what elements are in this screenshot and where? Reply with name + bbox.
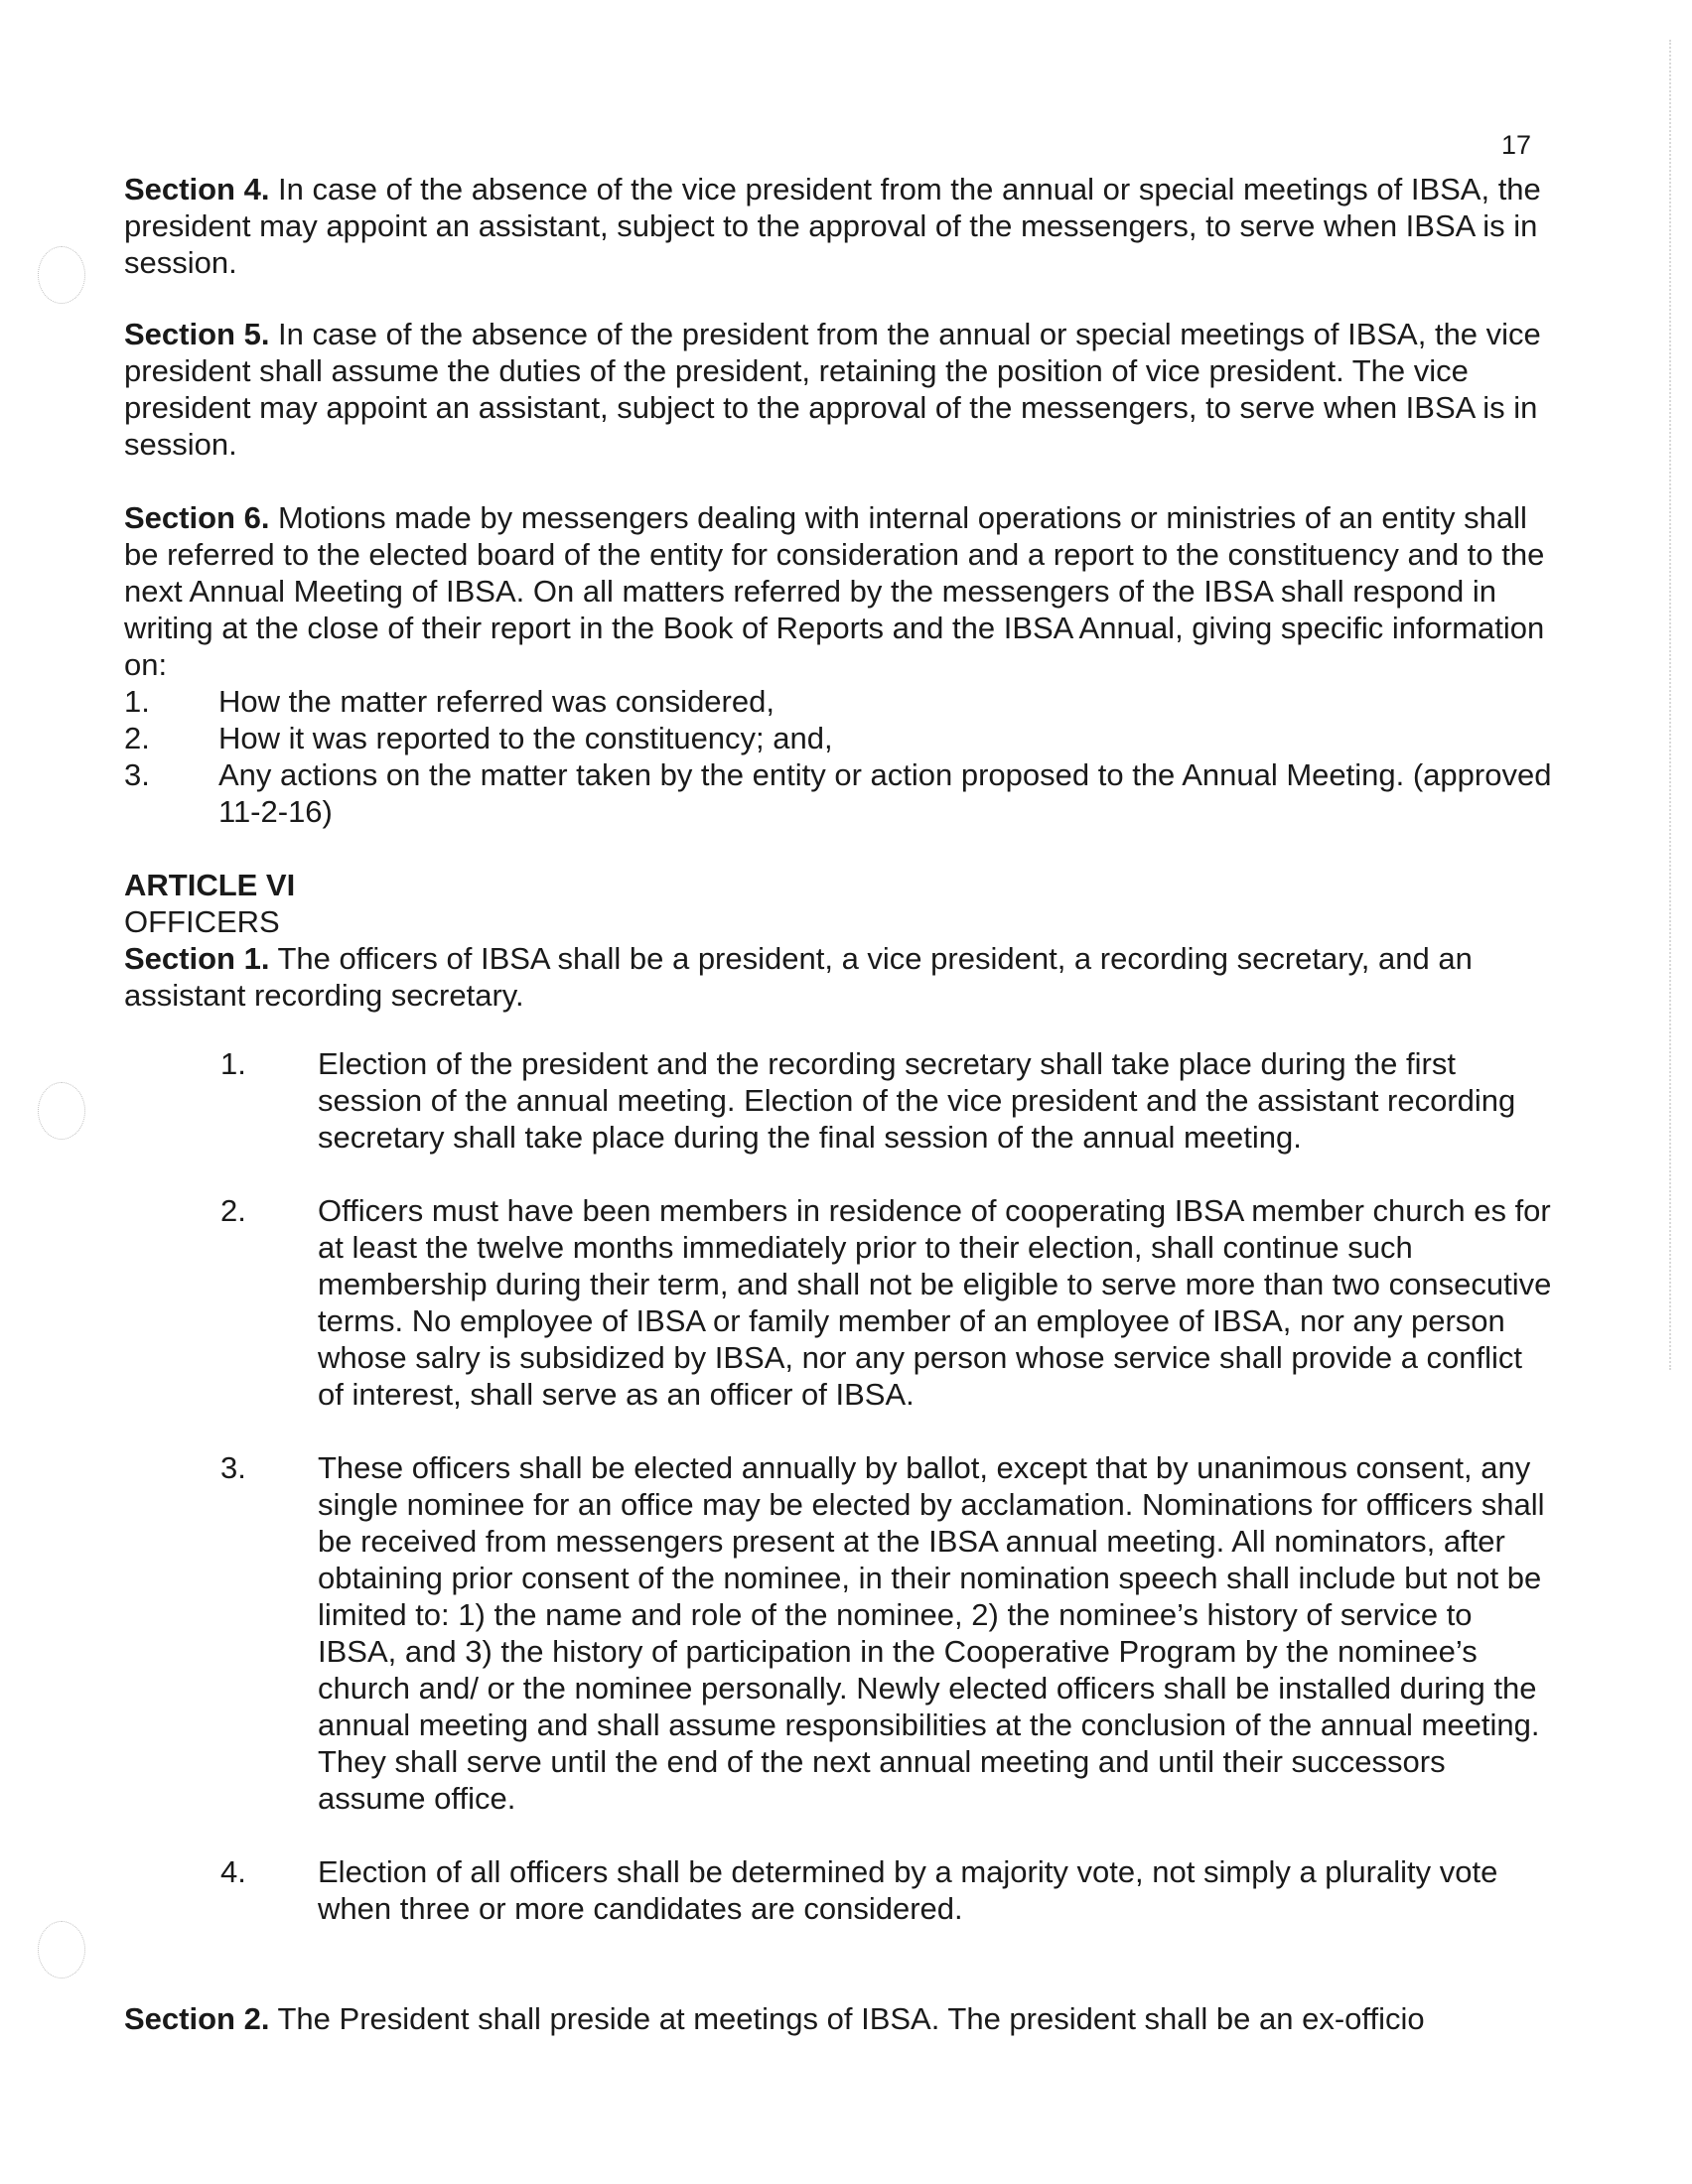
list-item [124, 756, 1554, 830]
list-item-text: Election of the president and the recording secretary shall take place during the first session of the annual meeting. Election of the vice president and the assistant recording secretary shall take place during the final session of the annual meeting. [318, 1046, 1516, 1155]
section-5-text: In case of the absence of the president from the annual or special meetings of IBSA, the vice president shall assume the duties of the president, retaining the position of vice president. The vice president may appoint an assistant, subject to the approval of the messengers, to serve when IBSA is in session. [124, 317, 1541, 462]
article-section-1 [124, 940, 1554, 1014]
article-section-1-label: Section 1. [124, 941, 270, 976]
list-item-text: Election of all officers shall be determined by a majority vote, not simply a plurality vote when three or more candidates are considered. [318, 1854, 1498, 1926]
scan-edge-line [1669, 40, 1671, 1370]
page-number: 17 [1501, 130, 1532, 160]
list-item [220, 1192, 1556, 1413]
punch-hole-bottom [38, 1921, 85, 1979]
list-item-text: How the matter referred was considered, [218, 684, 775, 719]
list-item [124, 720, 1554, 756]
article-section-2 [124, 2000, 1554, 2037]
list-item-number: 2. [124, 721, 150, 755]
list-item-text: Any actions on the matter taken by the entity or action proposed to the Annual Meeting. (approved 11-2-16) [218, 757, 1552, 829]
section-6-text: Motions made by messengers dealing with internal operations or ministries of an entity shall be referred to the elected board of the entity for consideration and a report to the constituency and to the next Annual Meeting of IBSA. On all matters referred by the messengers of the IBSA shall respond in writing at the close of their report in the Book of Reports and the IBSA Annual, giving specific information on: [124, 500, 1545, 682]
list-item-text: Officers must have been members in residence of cooperating IBSA member church es for at least the twelve months immediately prior to their election, shall continue such membership during their term, and shall not be eligible to serve more than two consecutive terms. No employee of IBSA or family member of an employee of IBSA, nor any person whose salry is subsidized by IBSA, nor any person whose service shall provide a conflict of interest, shall serve as an officer of IBSA. [318, 1193, 1552, 1412]
article-subtitle: OFFICERS [124, 904, 280, 939]
article-section-2-text: The President shall preside at meetings of IBSA. The president shall be an ex-officio [269, 2001, 1425, 2036]
article-section-1-text: The officers of IBSA shall be a president, a vice president, a recording secretary, and an assistant recording secretary. [124, 941, 1473, 1013]
article-title: ARTICLE VI [124, 868, 296, 902]
list-item-number: 1. [124, 684, 150, 719]
section-4-label: Section 4. [124, 172, 270, 206]
section-6 [124, 499, 1554, 683]
list-item [220, 1449, 1556, 1817]
list-item-number: 1. [220, 1046, 246, 1081]
punch-hole-middle [38, 1082, 85, 1140]
section-5 [124, 316, 1554, 463]
article-section-2-label: Section 2. [124, 2001, 270, 2036]
list-item [220, 1045, 1556, 1156]
list-item [220, 1853, 1556, 1927]
section-4 [124, 171, 1554, 281]
officer-rules-list [220, 1045, 1556, 1964]
article-vi [124, 867, 1554, 1014]
section-5-label: Section 5. [124, 317, 270, 351]
list-item-number: 3. [220, 1450, 246, 1485]
list-item-text: These officers shall be elected annually by ballot, except that by unanimous consent, any single nominee for an office may be elected by acclamation. Nominations for offficers shall be received from messengers present at the IBSA annual meeting. All nominators, after obtaining prior consent of the nominee, in their nomination speech shall include but not be limited to: 1) the name and role of the nominee, 2) the nominee’s history of service to IBSA, and 3) the history of participation in the Cooperative Program by the nominee’s church and/ or the nominee personally. Newly elected officers shall be installed during the annual meeting and shall assume responsibilities at the conclusion of the annual meeting. They shall serve until the end of the next annual meeting and until their successors assume office. [318, 1450, 1545, 1816]
list-item-number: 2. [220, 1193, 246, 1228]
section-6-list [124, 683, 1554, 830]
list-item [124, 683, 1554, 720]
list-item-number: 4. [220, 1854, 246, 1889]
list-item-text: How it was reported to the constituency; and, [218, 721, 833, 755]
list-item-number: 3. [124, 757, 150, 792]
section-4-text: In case of the absence of the vice president from the annual or special meetings of IBSA, the president may appoint an assistant, subject to the approval of the messengers, to serve when IBSA is in session. [124, 172, 1541, 280]
section-6-label: Section 6. [124, 500, 270, 535]
punch-hole-top [38, 246, 85, 304]
